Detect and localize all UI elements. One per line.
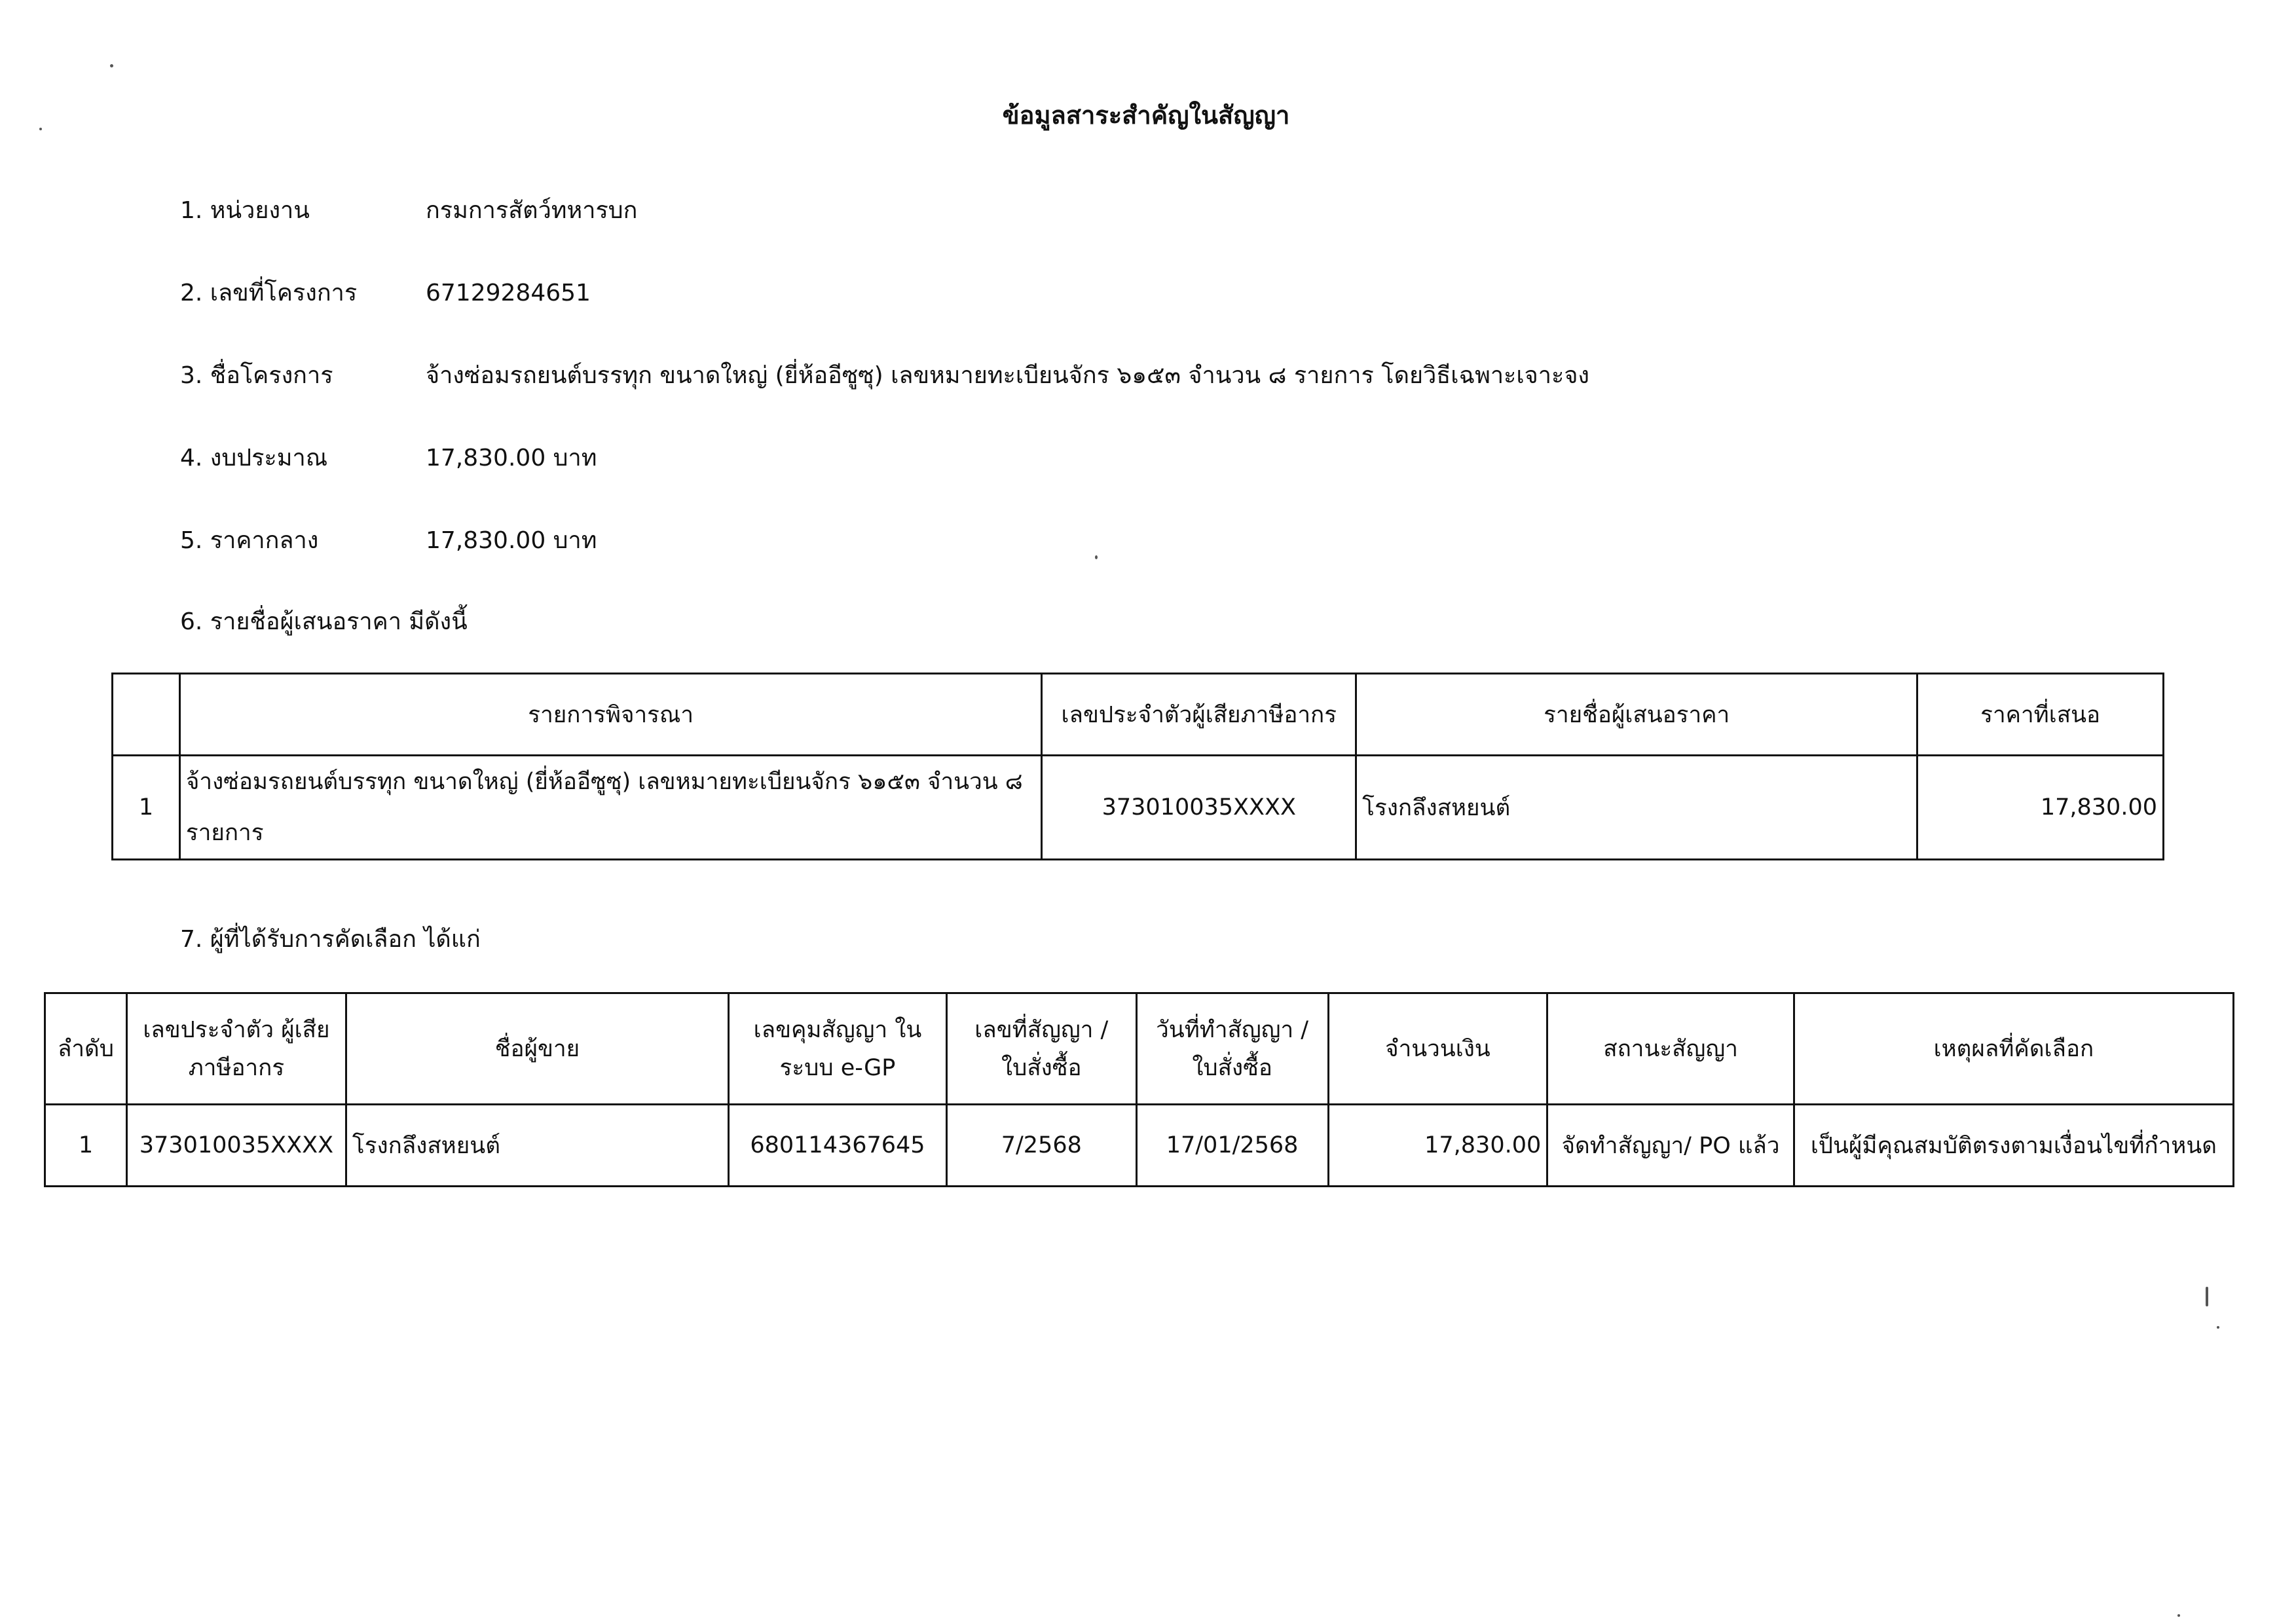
bidders-header-bidder: รายชื่อผู้เสนอราคา	[1356, 674, 1917, 756]
winners-header-no: ลำดับ	[45, 993, 127, 1105]
field-project-number-label: 2. เลขที่โครงการ	[180, 280, 358, 306]
field-project-name-value: จ้างซ่อมรถยนต์บรรทุก ขนาดใหญ่ (ยี่ห้ออีซูซุ) เลขหมายทะเบียนจักร ๖๑๕๓ จำนวน ๘ รายการ โดยวิธีเฉพาะเจาะจง	[426, 362, 1589, 389]
scan-speck	[2177, 1614, 2180, 1617]
scan-speck	[39, 128, 42, 130]
winners-header-contract-date: วันที่ทำสัญญา / ใบสั่งซื้อ	[1136, 993, 1328, 1105]
document-title: ข้อมูลสาระสำคัญในสัญญา	[1002, 101, 1290, 130]
field-project-name	[180, 356, 1589, 394]
winners-header-row	[45, 993, 2234, 1105]
bidders-header-row	[113, 674, 2164, 756]
bidders-cell-tax-id: 373010035XXXX	[1042, 756, 1356, 860]
scan-speck	[110, 64, 113, 67]
bidders-cell-bidder: โรงกลึงสหยนต์	[1356, 756, 1917, 860]
winners-cell-contract-date: 17/01/2568	[1136, 1105, 1328, 1187]
bidders-cell-price: 17,830.00	[1917, 756, 2164, 860]
field-reference-price-label: 5. ราคากลาง	[180, 527, 319, 554]
field-reference-price-value: 17,830.00 บาท	[426, 527, 597, 554]
scan-speck	[2217, 1326, 2219, 1329]
winners-cell-vendor: โรงกลึงสหยนต์	[346, 1105, 728, 1187]
winners-header-contract-no: เลขที่สัญญา / ใบสั่งซื้อ	[946, 993, 1136, 1105]
bidders-header-price: ราคาที่เสนอ	[1917, 674, 2164, 756]
bidders-header-item: รายการพิจารณา	[179, 674, 1041, 756]
scan-speck	[2206, 1287, 2208, 1306]
bidders-cell-no: 1	[113, 756, 180, 860]
winners-cell-status: จัดทำสัญญา/ PO แล้ว	[1547, 1105, 1794, 1187]
winners-header-vendor: ชื่อผู้ขาย	[346, 993, 728, 1105]
winners-cell-reason: เป็นผู้มีคุณสมบัติตรงตามเงื่อนไขที่กำหนด	[1794, 1105, 2233, 1187]
winners-header-tax-id: เลขประจำตัว ผู้เสียภาษีอากร	[126, 993, 346, 1105]
winners-cell-amount: 17,830.00	[1328, 1105, 1547, 1187]
field-budget	[180, 439, 597, 476]
field-project-number	[180, 274, 591, 311]
winners-cell-contract-no: 7/2568	[946, 1105, 1136, 1187]
winners-cell-no: 1	[45, 1105, 127, 1187]
field-agency-label: 1. หน่วยงาน	[180, 197, 310, 224]
bidders-heading: 6. รายชื่อผู้เสนอราคา มีดังนี้	[180, 608, 468, 635]
field-agency	[180, 191, 637, 229]
field-project-name-label: 3. ชื่อโครงการ	[180, 362, 333, 389]
winners-header-reason: เหตุผลที่คัดเลือก	[1794, 993, 2233, 1105]
winners-cell-egp-no: 680114367645	[729, 1105, 947, 1187]
table-row	[45, 1105, 2234, 1187]
scan-speck	[1095, 555, 1098, 559]
winners-heading: 7. ผู้ที่ได้รับการคัดเลือก ได้แก่	[180, 926, 481, 953]
winners-header-status: สถานะสัญญา	[1547, 993, 1794, 1105]
winners-cell-tax-id: 373010035XXXX	[126, 1105, 346, 1187]
field-budget-label: 4. งบประมาณ	[180, 445, 328, 471]
bidders-table	[111, 673, 2164, 860]
field-budget-value: 17,830.00 บาท	[426, 445, 597, 471]
winners-header-egp-no: เลขคุมสัญญา ในระบบ e-GP	[729, 993, 947, 1105]
bidders-header-no	[113, 674, 180, 756]
field-agency-value: กรมการสัตว์ทหารบก	[426, 197, 638, 224]
winners-table	[44, 992, 2234, 1187]
bidders-header-tax-id: เลขประจำตัวผู้เสียภาษีอากร	[1042, 674, 1356, 756]
winners-header-amount: จำนวนเงิน	[1328, 993, 1547, 1105]
field-project-number-value: 67129284651	[426, 280, 591, 306]
table-row	[113, 756, 2164, 860]
field-reference-price	[180, 521, 597, 559]
bidders-cell-item: จ้างซ่อมรถยนต์บรรทุก ขนาดใหญ่ (ยี่ห้ออีซูซุ) เลขหมายทะเบียนจักร ๖๑๕๓ จำนวน ๘ รายการ	[179, 756, 1041, 860]
